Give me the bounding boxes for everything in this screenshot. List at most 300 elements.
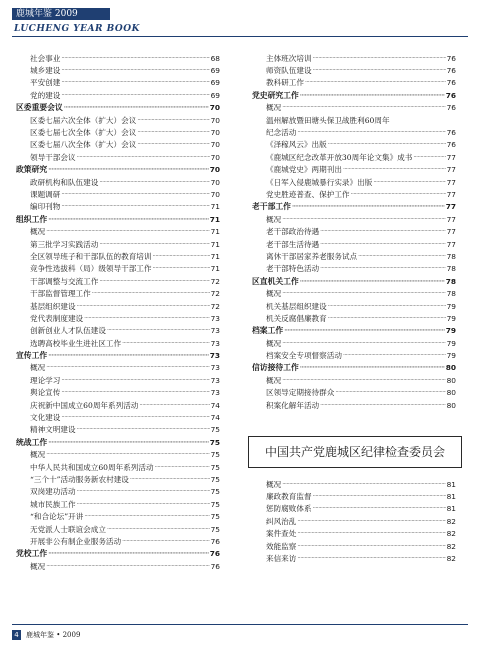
leader-dots xyxy=(343,166,446,173)
toc-entry-label: 老干部政治待遇 xyxy=(266,227,320,237)
leader-dots xyxy=(77,501,210,508)
leader-dots xyxy=(335,389,445,396)
toc-entry[interactable] xyxy=(252,515,456,527)
leader-dots xyxy=(373,179,445,186)
toc-category[interactable] xyxy=(252,89,456,101)
toc-entry[interactable] xyxy=(16,449,220,461)
toc-entry-label: 案件查处 xyxy=(266,529,297,539)
toc-page-number: 73 xyxy=(210,338,220,348)
section-heading: 中国共产党鹿城区纪律检查委员会 xyxy=(264,445,445,459)
toc-page-number: 79 xyxy=(446,351,456,361)
toc-page-number: 73 xyxy=(210,363,220,373)
leader-dots xyxy=(61,67,209,74)
toc-entry-label: 政研机构和队伍建设 xyxy=(30,177,99,187)
toc-entry-label: 《鹿城党史》两期刊出 xyxy=(266,165,342,175)
footer-divider xyxy=(12,624,468,625)
toc-entry[interactable] xyxy=(16,523,220,535)
toc-category[interactable] xyxy=(16,213,220,225)
toc-page-number: 77 xyxy=(446,227,456,237)
leader-dots xyxy=(137,141,209,148)
toc-entry-label: 区直机关工作 xyxy=(252,276,299,286)
toc-entry-label: 惩防腐败体系 xyxy=(266,504,312,514)
toc-entry[interactable] xyxy=(16,560,220,572)
toc-entry-label: 概况 xyxy=(30,561,46,571)
toc-entry-label: 宣传工作 xyxy=(16,351,48,361)
toc-entry[interactable] xyxy=(252,263,456,275)
toc-entry[interactable] xyxy=(252,176,456,188)
toc-entry-label: 平安创建 xyxy=(30,78,61,88)
leader-dots xyxy=(300,278,445,285)
toc-entry-label: 竞争性选拔科（局）级领导干部工作 xyxy=(30,264,152,274)
toc-entry-label: 开展非公有制企业服务活动 xyxy=(30,536,122,546)
leader-dots xyxy=(313,505,446,512)
leader-dots xyxy=(84,513,209,520)
toc-entry-label: 老干部工作 xyxy=(252,202,291,212)
toc-entry[interactable] xyxy=(16,387,220,399)
toc-entry-label: 档案工作 xyxy=(252,326,284,336)
toc-entry-label: 无党派人士联谊会成立 xyxy=(30,524,106,534)
toc-page-number: 71 xyxy=(210,202,220,212)
leader-dots xyxy=(313,493,446,500)
toc-entry[interactable] xyxy=(16,473,220,485)
toc-page-number: 70 xyxy=(210,152,220,162)
toc-page-number: 81 xyxy=(446,504,456,514)
toc-entry-label: 庆祝新中国成立60周年系列活动 xyxy=(30,400,139,410)
leader-dots xyxy=(328,303,446,310)
toc-entry[interactable] xyxy=(252,139,456,151)
toc-page-number: 77 xyxy=(445,202,456,212)
leader-dots xyxy=(297,555,445,562)
toc-page-number: 76 xyxy=(446,66,456,76)
toc-page-number: 68 xyxy=(210,53,220,63)
toc-entry-label: “和合论坛”开讲 xyxy=(30,512,84,522)
leader-dots xyxy=(84,315,209,322)
toc-entry[interactable] xyxy=(252,503,456,515)
toc-entry-label: 概况 xyxy=(30,450,46,460)
leader-dots xyxy=(413,154,445,161)
running-header xyxy=(0,0,480,44)
toc-entry-label: 概况 xyxy=(30,363,46,373)
leader-dots xyxy=(137,117,209,124)
toc-entry[interactable] xyxy=(16,535,220,547)
leader-dots xyxy=(107,327,210,334)
toc-page-number: 75 xyxy=(210,499,220,509)
toc-category[interactable] xyxy=(16,548,220,560)
leader-dots xyxy=(282,481,445,488)
leader-dots xyxy=(77,426,210,433)
toc-entry[interactable] xyxy=(16,486,220,498)
toc-entry[interactable] xyxy=(16,374,220,386)
toc-page-number: 75 xyxy=(210,450,220,460)
toc-entry-label: 党代表制度建设 xyxy=(30,313,84,323)
leader-dots xyxy=(300,364,445,371)
leader-dots xyxy=(48,439,209,446)
toc-page-number: 69 xyxy=(210,78,220,88)
toc-page-number: 71 xyxy=(210,251,220,261)
leader-dots xyxy=(61,414,209,421)
leader-dots xyxy=(320,228,445,235)
toc-page-number: 76 xyxy=(445,90,456,100)
leader-dots xyxy=(130,476,210,483)
toc-entry-label: 《日军入侵鹿城暴行实录》出版 xyxy=(266,177,373,187)
toc-entry-label: 老干部特色活动 xyxy=(266,264,320,274)
leader-dots xyxy=(61,203,209,210)
toc-page-number: 79 xyxy=(446,313,456,323)
toc-entry[interactable] xyxy=(252,374,456,386)
leader-dots xyxy=(92,290,210,297)
toc-page-number: 71 xyxy=(209,214,220,224)
leader-dots xyxy=(122,538,209,545)
leader-dots xyxy=(99,278,209,285)
toc-page-number: 73 xyxy=(210,326,220,336)
toc-page-number: 75 xyxy=(210,487,220,497)
toc-entry[interactable] xyxy=(252,250,456,262)
leader-dots xyxy=(282,216,445,223)
page-number: 4 xyxy=(12,630,21,640)
toc-entry[interactable] xyxy=(252,213,456,225)
leader-dots xyxy=(343,352,446,359)
toc-entry-label: 老干部生活待遇 xyxy=(266,239,320,249)
toc-entry-label: 课题调研 xyxy=(30,189,61,199)
toc-entry-label: 概况 xyxy=(266,214,282,224)
toc-entry[interactable] xyxy=(16,238,220,250)
toc-entry[interactable] xyxy=(16,52,220,64)
toc-entry-label: 精神文明建设 xyxy=(30,425,76,435)
toc-page-number: 70 xyxy=(209,165,220,175)
toc-entry[interactable] xyxy=(252,151,456,163)
toc-entry-label: 温州解放暨田塘头保卫战胜利60周年 xyxy=(266,115,390,125)
toc-entry[interactable] xyxy=(16,424,220,436)
toc-entry[interactable] xyxy=(16,300,220,312)
toc-page-number: 71 xyxy=(210,239,220,249)
toc-entry-label: 廉政教育监督 xyxy=(266,492,312,502)
toc-entry[interactable] xyxy=(252,64,456,76)
leader-dots xyxy=(61,55,209,62)
toc-page-number: 80 xyxy=(446,400,456,410)
toc-entry-label: 创新创业人才队伍建设 xyxy=(30,326,106,336)
leader-dots xyxy=(46,364,209,371)
toc-category[interactable] xyxy=(16,436,220,448)
toc-page-number: 78 xyxy=(445,276,456,286)
toc-entry[interactable] xyxy=(16,337,220,349)
toc-page-number: 76 xyxy=(446,103,456,113)
toc-page-number: 82 xyxy=(446,541,456,551)
leader-dots xyxy=(305,79,446,86)
toc-entry[interactable] xyxy=(16,498,220,510)
toc-entry-label: 党校工作 xyxy=(16,549,48,559)
toc-entry[interactable] xyxy=(16,225,220,237)
header-divider xyxy=(12,36,468,37)
toc-page-number: 81 xyxy=(446,492,456,502)
toc-entry[interactable] xyxy=(16,64,220,76)
leader-dots xyxy=(61,377,209,384)
leader-dots xyxy=(313,67,446,74)
leader-dots xyxy=(313,55,446,62)
toc-entry-label: 来信来访 xyxy=(266,554,297,564)
toc-entry[interactable] xyxy=(16,287,220,299)
toc-entry-label: 积案化解年活动 xyxy=(266,400,320,410)
toc-category[interactable] xyxy=(252,325,456,337)
toc-page-number: 77 xyxy=(446,239,456,249)
toc-page-number: 77 xyxy=(446,214,456,224)
toc-page-number: 82 xyxy=(446,516,456,526)
toc-entry-label: 党史胜迹普查、保护工作 xyxy=(266,189,350,199)
leader-dots xyxy=(300,92,445,99)
leader-dots xyxy=(153,253,210,260)
toc-entry[interactable] xyxy=(252,102,456,114)
toc-category[interactable] xyxy=(16,349,220,361)
toc-entry[interactable] xyxy=(252,387,456,399)
toc-page-number: 80 xyxy=(446,375,456,385)
toc-entry[interactable] xyxy=(252,349,456,361)
yearbook-title: 鹿城年鉴 2009 xyxy=(16,9,78,19)
toc-entry-label: 信访接待工作 xyxy=(252,363,299,373)
toc-entry-label: 社会事业 xyxy=(30,53,61,63)
toc-entry[interactable] xyxy=(16,114,220,126)
toc-page-number: 76 xyxy=(446,140,456,150)
toc-entry-label: 干部调整与交流工作 xyxy=(30,276,99,286)
leader-dots xyxy=(282,290,445,297)
toc-page-number: 70 xyxy=(210,128,220,138)
leader-dots xyxy=(61,92,209,99)
toc-entry-label: 城市民族工作 xyxy=(30,499,76,509)
toc-page-number: 80 xyxy=(446,388,456,398)
toc-entry[interactable] xyxy=(252,77,456,89)
toc-page-number: 70 xyxy=(210,115,220,125)
toc-page-number: 76 xyxy=(209,549,220,559)
leader-dots xyxy=(61,191,209,198)
toc-entry[interactable] xyxy=(252,552,456,564)
toc-page-number: 73 xyxy=(210,388,220,398)
leader-dots xyxy=(48,166,209,173)
toc-page-number: 80 xyxy=(445,363,456,373)
toc-page-number: 76 xyxy=(210,536,220,546)
leader-dots xyxy=(107,526,210,533)
toc-category[interactable] xyxy=(16,164,220,176)
toc-entry[interactable] xyxy=(16,250,220,262)
toc-category[interactable] xyxy=(252,275,456,287)
toc-entry-label: 机关反腐倡廉教育 xyxy=(266,313,327,323)
toc-entry[interactable] xyxy=(16,188,220,200)
toc-entry[interactable] xyxy=(252,540,456,552)
toc-page-number: 72 xyxy=(210,276,220,286)
toc-page-number: 82 xyxy=(446,554,456,564)
leader-dots xyxy=(77,154,210,161)
toc-entry[interactable] xyxy=(16,510,220,522)
toc-entry[interactable] xyxy=(16,77,220,89)
toc-page-number: 74 xyxy=(210,400,220,410)
toc-category[interactable] xyxy=(252,362,456,374)
toc-entry[interactable] xyxy=(16,151,220,163)
toc-entry-label: 区委重要会议 xyxy=(16,103,63,113)
toc-entry[interactable] xyxy=(252,287,456,299)
leader-dots xyxy=(297,518,445,525)
leader-dots xyxy=(297,543,445,550)
toc-page-number: 78 xyxy=(446,251,456,261)
toc-entry-label: 理论学习 xyxy=(30,375,61,385)
toc-page-number: 73 xyxy=(209,351,220,361)
leader-dots xyxy=(351,191,446,198)
leader-dots xyxy=(284,327,445,334)
leader-dots xyxy=(46,451,209,458)
leader-dots xyxy=(139,402,209,409)
leader-dots xyxy=(64,104,209,111)
toc-entry[interactable] xyxy=(16,275,220,287)
toc-entry-label: 编印刊物 xyxy=(30,202,61,212)
toc-entry-label: 党史研究工作 xyxy=(252,90,299,100)
toc-entry-label: 《泽稼风云》出版 xyxy=(266,140,327,150)
leader-dots xyxy=(77,488,210,495)
toc-entry[interactable] xyxy=(16,399,220,411)
toc-page-number: 74 xyxy=(210,413,220,423)
toc-entry-label: 主体班次培训 xyxy=(266,53,312,63)
toc-category[interactable] xyxy=(252,201,456,213)
leader-dots xyxy=(282,377,445,384)
toc-entry-label: 干部监督管理工作 xyxy=(30,289,91,299)
toc-page-number: 70 xyxy=(209,103,220,113)
toc-entry-label: 选聘高校毕业生进社区工作 xyxy=(30,338,122,348)
leader-dots xyxy=(153,265,210,272)
leader-dots xyxy=(137,129,209,136)
toc-page-number: 73 xyxy=(210,313,220,323)
toc-page-number: 76 xyxy=(446,53,456,63)
leader-dots xyxy=(358,253,445,260)
toc-entry-label: 纪念活动 xyxy=(266,128,297,138)
leader-dots xyxy=(48,352,209,359)
leader-dots xyxy=(282,104,445,111)
toc-page-number: 71 xyxy=(210,227,220,237)
toc-page-number: 71 xyxy=(210,264,220,274)
leader-dots xyxy=(282,340,445,347)
toc-entry-label: 档案安全专项督察活动 xyxy=(266,351,342,361)
toc-entry[interactable] xyxy=(252,312,456,324)
toc-entry[interactable] xyxy=(16,312,220,324)
toc-page-number: 79 xyxy=(446,338,456,348)
toc-entry[interactable] xyxy=(16,201,220,213)
section-heading-box xyxy=(248,436,462,468)
toc-entry-label: 党的建设 xyxy=(30,90,61,100)
toc-entry-label: 纠风治乱 xyxy=(266,516,297,526)
toc-entry[interactable] xyxy=(16,411,220,423)
leader-dots xyxy=(99,241,209,248)
toc-entry-label: 《鹿城区纪念改革开放30周年论文集》成书 xyxy=(266,152,413,162)
toc-entry-label: 效能监察 xyxy=(266,541,297,551)
leader-dots xyxy=(320,402,445,409)
toc-entry[interactable] xyxy=(16,263,220,275)
toc-page-number: 69 xyxy=(210,90,220,100)
toc-page-number: 76 xyxy=(446,128,456,138)
toc-category[interactable] xyxy=(16,102,220,114)
toc-entry[interactable] xyxy=(252,126,456,138)
toc-entry[interactable] xyxy=(252,238,456,250)
toc-entry-label: 教科研工作 xyxy=(266,78,304,88)
toc-entry-label: 基层组织建设 xyxy=(30,301,76,311)
toc-entry-label: 政策研究 xyxy=(16,165,48,175)
toc-entry-label: 区委七届六次全体（扩大）会议 xyxy=(30,115,137,125)
toc-entry-label: 概况 xyxy=(266,289,282,299)
toc-entry-label: 区委七届八次全体（扩大）会议 xyxy=(30,140,137,150)
toc-entry[interactable] xyxy=(252,490,456,502)
leader-dots xyxy=(297,129,445,136)
toc-page-number: 75 xyxy=(210,462,220,472)
footer-text: 鹿城年鉴 • 2009 xyxy=(26,631,81,639)
leader-dots xyxy=(48,550,209,557)
toc-entry-label: 概况 xyxy=(266,103,282,113)
toc-page-number: 70 xyxy=(210,177,220,187)
toc-entry[interactable] xyxy=(252,300,456,312)
toc-entry[interactable] xyxy=(16,362,220,374)
toc-page-number: 75 xyxy=(210,524,220,534)
toc-entry-label: 舆论宣传 xyxy=(30,388,61,398)
toc-entry[interactable] xyxy=(252,399,456,411)
leader-dots xyxy=(46,228,209,235)
toc-entry-label: 师资队伍建设 xyxy=(266,66,312,76)
toc-page-number: 72 xyxy=(210,289,220,299)
leader-dots xyxy=(328,315,446,322)
yearbook-title-english: LUCHENG YEAR BOOK xyxy=(14,24,140,34)
toc-entry-label: 区委七届七次全体（扩大）会议 xyxy=(30,128,137,138)
toc-entry-label: 机关基层组织建设 xyxy=(266,301,327,311)
toc-entry[interactable] xyxy=(252,225,456,237)
toc-entry-label: 概况 xyxy=(266,338,282,348)
toc-entry-label: 组织工作 xyxy=(16,214,48,224)
leader-dots xyxy=(320,265,445,272)
toc-entry[interactable] xyxy=(16,325,220,337)
toc-page-number: 78 xyxy=(446,264,456,274)
toc-page-number: 79 xyxy=(445,326,456,336)
toc-entry[interactable] xyxy=(16,126,220,138)
leader-dots xyxy=(61,389,209,396)
toc-page-number: 79 xyxy=(446,301,456,311)
toc-entry-label: 概况 xyxy=(266,479,282,489)
leader-dots xyxy=(99,179,209,186)
toc-entry[interactable] xyxy=(252,478,456,490)
toc-entry[interactable] xyxy=(252,164,456,176)
toc-page-number: 77 xyxy=(446,152,456,162)
toc-entry[interactable] xyxy=(16,89,220,101)
toc-page-number: 70 xyxy=(210,189,220,199)
toc-section-entries xyxy=(252,478,456,565)
toc-entry-label: 离休干部居家养老服务试点 xyxy=(266,251,358,261)
leader-dots xyxy=(122,340,209,347)
toc-entry[interactable] xyxy=(252,528,456,540)
toc-right-column xyxy=(252,52,456,411)
toc-entry-label: 领导干部会议 xyxy=(30,152,76,162)
toc-left-column xyxy=(16,52,220,572)
toc-entry-label: 中华人民共和国成立60周年系列活动 xyxy=(30,462,154,472)
toc-entry[interactable] xyxy=(16,461,220,473)
toc-page-number: 78 xyxy=(446,289,456,299)
toc-entry[interactable] xyxy=(16,139,220,151)
toc-entry[interactable] xyxy=(252,188,456,200)
toc-page-number: 75 xyxy=(210,474,220,484)
toc-entry-label: 全区领导班子和干部队伍的教育培训 xyxy=(30,251,152,261)
toc-entry-label: 区领导定期接待群众 xyxy=(266,388,335,398)
toc-entry[interactable] xyxy=(252,337,456,349)
leader-dots xyxy=(328,141,446,148)
toc-page-number: 77 xyxy=(446,165,456,175)
toc-page-number: 75 xyxy=(209,437,220,447)
toc-entry[interactable] xyxy=(16,176,220,188)
leader-dots xyxy=(155,464,210,471)
toc-page-number: 82 xyxy=(446,529,456,539)
toc-entry[interactable] xyxy=(252,52,456,64)
leader-dots xyxy=(46,563,209,570)
toc-entry[interactable] xyxy=(252,114,456,126)
toc-page-number: 77 xyxy=(446,189,456,199)
toc-page-number: 75 xyxy=(210,425,220,435)
leader-dots xyxy=(48,216,209,223)
